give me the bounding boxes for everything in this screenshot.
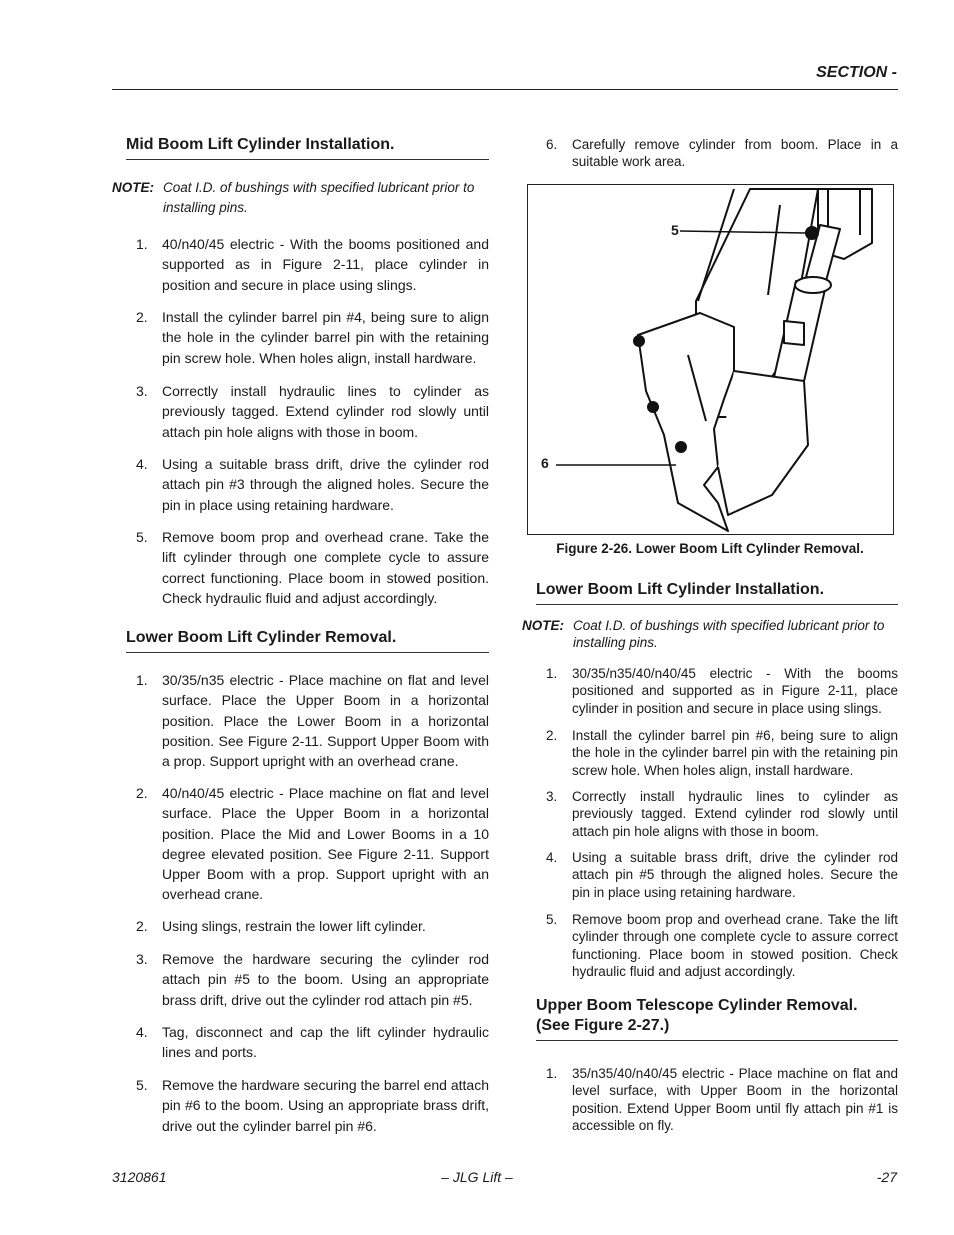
footer-doc-number: 3120861	[112, 1169, 167, 1185]
item-text: Remove boom prop and overhead crane. Take the lift cylinder through one complete cycle to assure correct functioning. Place boom in stowed position. Check hydraulic fluid and adjust accordingly.	[572, 912, 898, 979]
upper-boom-removal-heading	[536, 996, 898, 1041]
lower-boom-install-heading: Lower Boom Lift Cylinder Installation.	[536, 580, 898, 605]
item-text: Carefully remove cylinder from boom. Place in a suitable work area.	[572, 137, 898, 170]
item-number: 6.	[546, 137, 558, 152]
item-number: 2.	[136, 785, 148, 801]
item-text: Install the cylinder barrel pin #4, being sure to align the hole in the cylinder barrel pin with the retaining pin screw hole. When holes align, install hardware.	[162, 309, 489, 366]
item-text: Correctly install hydraulic lines to cylinder as previously tagged. Extend cylinder rod slowly until attach pin hole aligns with those in boom.	[572, 789, 898, 839]
section-header: SECTION -	[816, 64, 897, 81]
item-number: 2.	[546, 728, 558, 743]
item-number: 4.	[136, 1024, 148, 1040]
item-text: Remove boom prop and overhead crane. Take the lift cylinder through one complete cycle to assure correct functioning. Place boom in stowed position. Check hydraulic fluid and adjust accordingly.	[162, 529, 489, 606]
item-text: Remove the hardware securing the cylinder rod attach pin #5 to the boom. Using an appropriate brass drift, drive out the cylinder rod attach pin #5.	[162, 951, 489, 1008]
note-text: Coat I.D. of bushings with specified lubricant prior to installing pins.	[163, 180, 475, 215]
header-rule	[112, 89, 898, 90]
footer-brand: – JLG Lift –	[441, 1169, 513, 1185]
item-number: 2.	[136, 918, 148, 934]
item-text: Install the cylinder barrel pin #6, being sure to align the hole in the cylinder barrel pin with the retaining pin screw hole. When holes align, install hardware.	[572, 728, 898, 778]
footer-page-number: -27	[876, 1169, 897, 1185]
item-text: 30/35/n35/40/n40/45 electric - With the booms positioned and supported as in Figure 2-11, place cylinder in position and secure in place using slings.	[572, 666, 898, 716]
note-text: Coat I.D. of bushings with specified lubricant prior to installing pins.	[573, 618, 885, 650]
item-text: 40/n40/45 electric - With the booms positioned and supported as in Figure 2-11, place cylinder in position and secure in place using slings.	[162, 236, 489, 293]
item-number: 1.	[546, 1066, 558, 1081]
item-text: 35/n35/40/n40/45 electric - Place machine on flat and level surface, with Upper Boom in the horizontal position. Extend Upper Boom until fly attach pin #1 is accessible on fly.	[572, 1066, 898, 1133]
item-number: 3.	[546, 789, 558, 804]
callout-6: 6	[541, 455, 549, 471]
mid-boom-install-heading: Mid Boom Lift Cylinder Installation.	[126, 135, 489, 160]
item-text: Remove the hardware securing the barrel end attach pin #6 to the boom. Using an appropriate brass drift, drive out the cylinder barrel pin #6.	[162, 1077, 489, 1134]
item-number: 1.	[546, 666, 558, 681]
callout-5: 5	[671, 222, 679, 238]
figure-lower-boom-cylinder	[527, 184, 894, 535]
item-text: Correctly install hydraulic lines to cylinder as previously tagged. Extend cylinder rod slowly until attach pin hole aligns with those in boom.	[162, 383, 489, 440]
item-number: 1.	[136, 236, 148, 252]
item-number: 2.	[136, 309, 148, 325]
item-number: 5.	[546, 912, 558, 927]
heading-line: (See Figure 2-27.)	[536, 1017, 670, 1034]
item-number: 4.	[546, 850, 558, 865]
lower-boom-removal-heading: Lower Boom Lift Cylinder Removal.	[126, 628, 489, 653]
item-text: Using a suitable brass drift, drive the cylinder rod attach pin #3 through the aligned holes. Secure the pin in place using retaining hardware.	[162, 456, 489, 513]
note-label: NOTE:	[522, 618, 564, 633]
item-number: 5.	[136, 1077, 148, 1093]
note-label: NOTE:	[112, 180, 154, 195]
item-text: Tag, disconnect and cap the lift cylinder hydraulic lines and ports.	[162, 1024, 489, 1061]
item-number: 1.	[136, 672, 148, 688]
item-number: 5.	[136, 529, 148, 545]
item-number: 3.	[136, 383, 148, 399]
item-text: Using slings, restrain the lower lift cylinder.	[162, 918, 426, 934]
item-text: Using a suitable brass drift, drive the cylinder rod attach pin #5 through the aligned holes. Secure the pin in place using retaining hardware.	[572, 850, 898, 900]
item-number: 3.	[136, 951, 148, 967]
heading-line: Upper Boom Telescope Cylinder Removal.	[536, 997, 858, 1014]
figure-illustration	[528, 185, 893, 534]
figure-caption: Figure 2-26. Lower Boom Lift Cylinder Removal.	[556, 541, 864, 556]
item-number: 4.	[136, 456, 148, 472]
item-text: 40/n40/45 electric - Place machine on flat and level surface. Place the Upper Boom in a horizontal position. Place the Mid and Lower Booms in a 10 degree elevated position. See Figure 2-11. Support Upper Boom with a prop. Support upright with an overhead crane.	[162, 785, 489, 903]
item-text: 30/35/n35 electric - Place machine on flat and level surface. Place the Upper Boom in a horizontal position. Place the Lower Boom in a horizontal position. See Figure 2-11. Support Upper Boom with a prop. Support upright with an overhead crane.	[162, 672, 489, 770]
